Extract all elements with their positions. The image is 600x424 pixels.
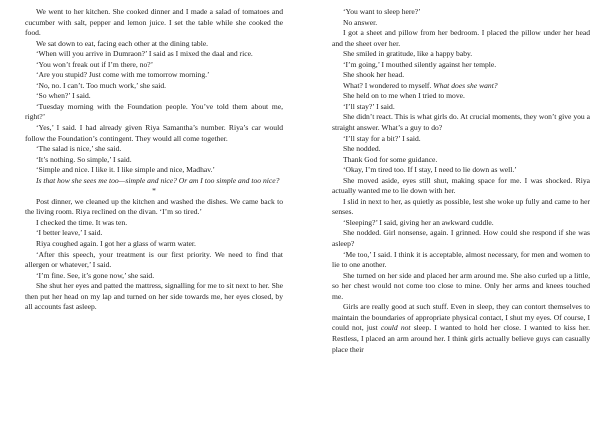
paragraph-italic [25,176,283,187]
paragraph: She shut her eyes and patted the mattress, signalling for me to sit next to her. She then put her head on my lap and turned on her side towards me, her eyes closed, by all accounts fast asleep. [25,281,283,312]
paragraph: She nodded. [343,144,381,154]
paragraph: ‘So when?’ I said. [36,91,91,101]
inner-thought: What does she want? [433,80,498,90]
paragraph: ‘Tuesday morning with the Foundation people. You’ve told them about me, right?’ [25,101,283,122]
paragraph: We sat down to eat, facing each other at the dining table. [36,38,209,48]
section-break: * [152,186,156,196]
paragraph: ‘I’ll stay?’ I said. [343,101,395,111]
paragraph: ‘I’ll stay for a bit?’ I said. [343,133,421,143]
text-run: Girls are really good at such stuff. Even in sleep, they can contort themselves to maintain the boundaries of appropriate physical contact, I shut my eyes. Of course, I could not, just [332,302,590,333]
right-page-text [332,7,590,355]
paragraph: ‘Yes,’ I said. I had already given Riya Samantha’s number. Riya’s car would follow the Foundation’s contingent. They would all come together. [25,123,283,143]
paragraph: ‘The salad is nice,’ she said. [36,144,122,154]
paragraph [332,302,590,355]
paragraph: ‘I’m going,’ I mouthed silently against her temple. [343,59,497,69]
paragraph: She turned on her side and placed her arm around me. She also curled up a little, so her chest would not come too close to mine. Only her arms and knees touched me. [332,270,590,301]
paragraph: ‘You won’t freak out if I’m there, no?’ [36,59,154,69]
paragraph: No answer. [343,17,378,27]
paragraph: Post dinner, we cleaned up the kitchen and washed the dishes. We came back to the living room. Riya reclined on the divan. ‘I’m so tired.’ [25,196,283,217]
paragraph: ‘You want to sleep here?’ [343,7,421,16]
paragraph: I got a sheet and pillow from her bedroom. I placed the pillow under her head and the sheet over her. [332,28,590,48]
text-run: sleep. I wanted to hold her close. I wanted to kiss her. Restless, I placed an arm around her. I think girls actually believe guys can casually place their [332,323,590,354]
paragraph: She moved aside, eyes still shut, making space for me. I was shocked. Riya actually wanted me to lie down with her. [332,175,590,196]
paragraph: She smiled in gratitude, like a happy baby. [343,49,473,59]
emphasis: could not [380,323,411,333]
paragraph: ‘Simple and nice. I like it. I like simple and nice, Madhav.’ [36,165,215,175]
paragraph: Thank God for some guidance. [343,154,438,164]
paragraph [332,81,590,92]
paragraph: Riya coughed again. I got her a glass of warm water. [36,239,196,249]
paragraph: ‘When will you arrive in Dumraon?’ I said as I mixed the daal and rice. [36,49,253,59]
text-run: What? I wondered to myself. [343,80,432,90]
paragraph: We went to her kitchen. She cooked dinner and I made a salad of tomatoes and cucumber with salt, pepper and lemon juice. I set the table while she cooked the food. [25,7,283,38]
paragraph: ‘Are you stupid? Just come with me tomorrow morning.’ [36,70,210,80]
paragraph: ‘After this speech, your treatment is our first priority. We need to find that allergen or whatever,’ I said. [25,249,283,270]
left-page-text [25,7,283,313]
inner-thought: Is that how she sees me too—simple and nice? Or am I too simple and too nice? [36,175,280,185]
paragraph: I slid in next to her, as quietly as possible, lest she woke up fully and came to her senses. [332,196,590,217]
paragraph: ‘I’m fine. See, it’s gone now,’ she said. [36,270,155,280]
paragraph: ‘I better leave,’ I said. [36,228,103,238]
paragraph: ‘It’s nothing. So simple,’ I said. [36,154,132,164]
paragraph: She held on to me when I tried to move. [343,91,465,101]
paragraph: I checked the time. It was ten. [36,217,128,227]
paragraph: She nodded. Girl nonsense, again. I grinned. How could she respond if she was asleep? [332,228,590,249]
paragraph: ‘Okay, I’m tired too. If I stay, I need to lie down as well.’ [343,165,517,175]
paragraph: She didn’t react. This is what girls do. At crucial moments, they won’t give you a straight answer. What’s a guy to do? [332,112,590,133]
paragraph: ‘Me too,’ I said. I think it is acceptable, almost necessary, for men and women to lie to one another. [332,249,590,270]
paragraph: ‘Sleeping?’ I said, giving her an awkward cuddle. [343,217,494,227]
paragraph: ‘No, no. I can’t. Too much work,’ she said. [36,80,167,90]
paragraph: She shook her head. [343,70,405,80]
